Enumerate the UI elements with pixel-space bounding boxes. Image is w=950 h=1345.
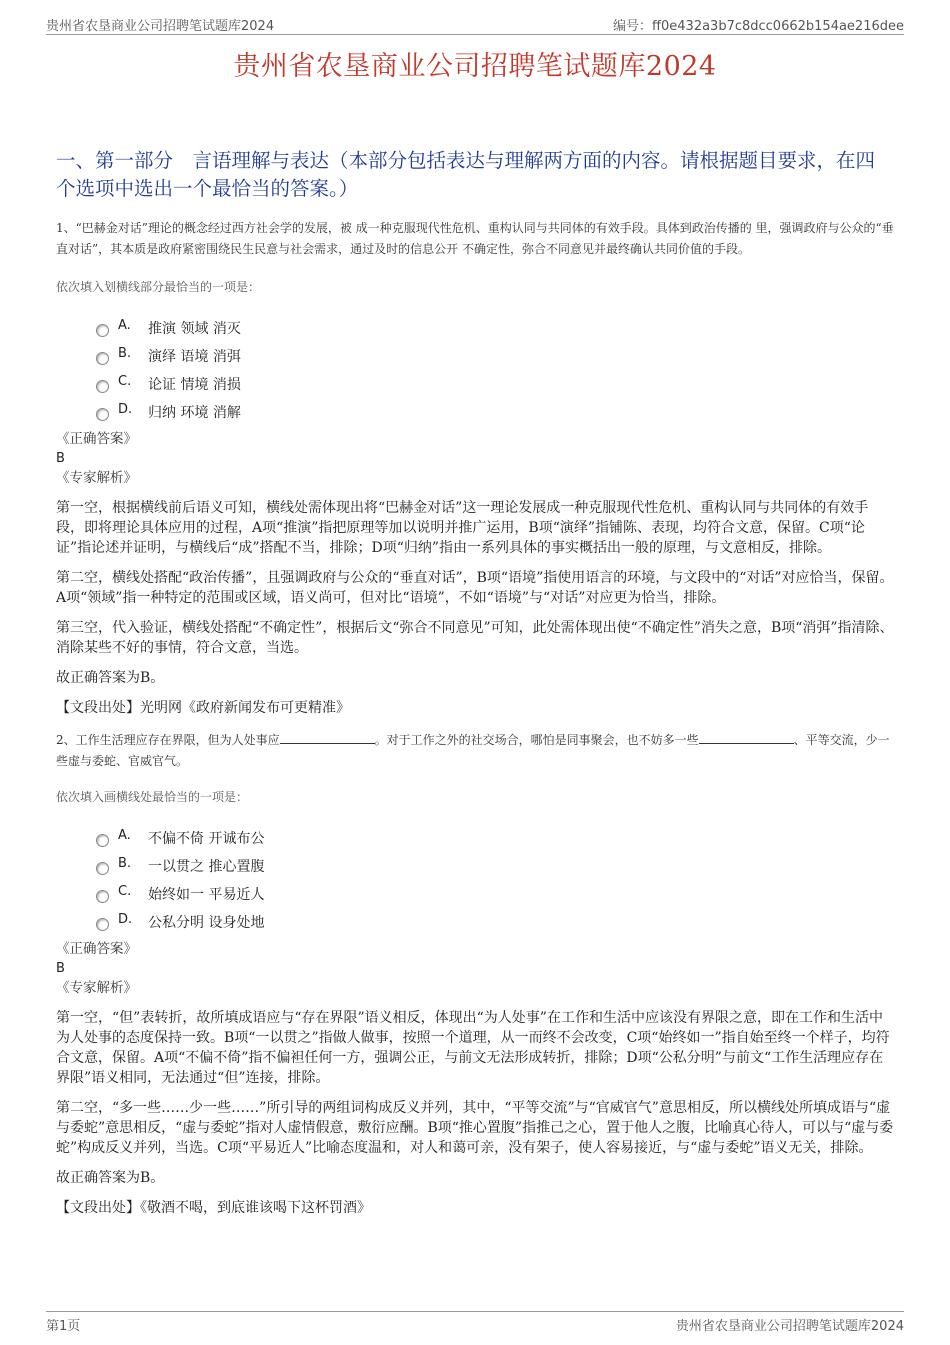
radio-button[interactable] [96, 862, 109, 875]
radio-button[interactable] [96, 408, 109, 421]
option-b[interactable] [56, 853, 894, 881]
option-b[interactable] [56, 343, 894, 371]
radio-button[interactable] [96, 834, 109, 847]
option-letter: A. [118, 318, 131, 333]
analysis-label: 《专家解析》 [56, 980, 137, 996]
analysis-paragraph: 第一空，根据横线前后语义可知，横线处需体现出将“巴赫金对话”这一理论发展成一种克服现代性危机、重构认同与共同体的有效手段，即将理论具体应用的过程，A项“推演”指把原理等加以说明并推广运用，B项“演绎”指铺陈、表现，均符合文意，保留。C项“论证”指论述并证明，与横线后“成”搭配不当，排除；D项“归纳”指由一系列具体的事实概括出一般的原理，与文意相反，排除。 [56, 500, 869, 556]
option-list [56, 315, 894, 427]
question-list [56, 218, 894, 1218]
analysis-paragraph: 第二空，“多一些……少一些……”所引导的两组词构成反义并列，其中，“平等交流”与“官威官气”意思相反，所以横线处所填成语与“虚与委蛇”意思相反，“虚与委蛇”指对人虚情假意，敷衍应酬。B项“推心置腹”指推己之心，置于他人之腹，比喻真心待人，可以与“虚与委蛇”构成反义并列，当选。C项“平易近人”比喻态度温和，对人和蔼可亲，没有架子，使人容易接近，与“虚与委蛇”语义无关，排除。 [56, 1100, 894, 1156]
header-document-id: 编号：ff0e432a3b7c8dcc0662b154ae216dee [613, 19, 904, 34]
analysis-conclusion: 故正确答案为B。 [56, 670, 165, 686]
question-2 [56, 730, 894, 1218]
option-a[interactable] [56, 825, 894, 853]
option-a[interactable] [56, 315, 894, 343]
stem-part: 。对于工作之外的社交场合，哪怕是同事聚会，也不妨多一些 [374, 733, 699, 747]
option-text: 始终如一 平易近人 [148, 887, 265, 903]
radio-button[interactable] [96, 890, 109, 903]
document-title: 贵州省农垦商业公司招聘笔试题库2024 [233, 51, 717, 82]
source-citation: 【文段出处】光明网《政府新闻发布可更精准》 [56, 700, 350, 716]
option-d[interactable] [56, 909, 894, 937]
option-letter: D. [118, 912, 133, 927]
page-number: 第1页 [46, 1319, 81, 1334]
fill-blank [699, 743, 794, 744]
option-text: 不偏不倚 开诚布公 [148, 831, 265, 847]
option-list [56, 825, 894, 937]
option-text: 公私分明 设身处地 [148, 915, 265, 931]
radio-button[interactable] [96, 352, 109, 365]
analysis-paragraph: 第三空，代入验证，横线处搭配“不确定性”，根据后文“弥合不同意见”可知，此处需体现出使“不确定性”消失之意，B项“消弭”指清除、消除某些不好的事情，符合文意，当选。 [56, 620, 894, 656]
radio-button[interactable] [96, 918, 109, 931]
source-citation: 【文段出处】《敬酒不喝，到底谁该喝下这杯罚酒》 [56, 1200, 371, 1216]
option-text: 归纳 环境 消解 [148, 405, 241, 421]
question-prompt: 依次填入划横线部分最恰当的一项是： [56, 280, 261, 294]
option-letter: C. [118, 374, 132, 389]
option-text: 一以贯之 推心置腹 [148, 859, 265, 875]
stem-part: 、平等交流，少一些虚与委蛇、官威官气。 [56, 733, 890, 768]
question-stem [56, 730, 894, 772]
question-1 [56, 218, 894, 718]
stem-part: 2、工作生活理应存在界限，但为人处事应 [56, 733, 280, 747]
option-letter: B. [118, 856, 132, 871]
section-title: 一、第一部分 言语理解与表达（本部分包括表达与理解两方面的内容。请根据题目要求，在四个选项中选出一个最恰当的答案。） [56, 149, 876, 200]
option-letter: C. [118, 884, 132, 899]
option-text: 推演 领域 消灭 [148, 321, 241, 337]
answer-label: 《正确答案》 [56, 431, 137, 447]
analysis-paragraph: 第一空，“但”表转折，故所填成语应与“存在界限”语义相反，体现出“为人处事”在工作和生活中应该没有界限之意，即在工作和生活中为人处事的态度保持一致。B项“一以贯之”指做人做事，按照一个道理，从一而终不会改变，C项“始终如一”指自始至终一个样子，均符合文意，保留。A项“不偏不倚”指不偏袒任何一方，强调公正，与前文无法形成转折，排除；D项“公私分明”与前文“工作生活理应存在界限”语义相同，无法通过“但”连接，排除。 [56, 1010, 890, 1086]
fill-blank [280, 743, 375, 744]
radio-button[interactable] [96, 380, 109, 393]
option-text: 论证 情境 消损 [148, 377, 241, 393]
option-d[interactable] [56, 399, 894, 427]
answer-value: B [56, 451, 65, 466]
footer-title: 贵州省农垦商业公司招聘笔试题库2024 [675, 1319, 904, 1334]
answer-label: 《正确答案》 [56, 941, 137, 957]
analysis-conclusion: 故正确答案为B。 [56, 1170, 165, 1186]
option-letter: A. [118, 828, 131, 843]
analysis-label: 《专家解析》 [56, 470, 137, 486]
analysis-paragraph: 第二空，横线处搭配“政治传播”，且强调政府与公众的“垂直对话”，B项“语境”指使用语言的环境，与文段中的“对话”对应恰当，保留。A项“领域”指一种特定的范围或区域，语义尚可，但对比“语境”，不如“语境”与“对话”对应更为恰当，排除。 [56, 570, 894, 606]
option-c[interactable] [56, 881, 894, 909]
option-c[interactable] [56, 371, 894, 399]
answer-value: B [56, 961, 65, 976]
question-prompt: 依次填入画横线处最恰当的一项是： [56, 790, 249, 804]
radio-button[interactable] [96, 324, 109, 337]
page-footer [46, 1311, 904, 1334]
question-stem: 1、“巴赫金对话”理论的概念经过西方社会学的发展，被 成一种克服现代性危机、重构认同与共同体的有效手段。具体到政治传播的 里，强调政府与公众的“垂直对话”，其本质是政府紧密围绕民生民意与社会需求，通过及时的信息公开 不确定性，弥合不同意见并最终确认共同价值的手段。 [56, 221, 894, 256]
page-header [46, 12, 904, 35]
option-letter: B. [118, 346, 132, 361]
option-text: 演绎 语境 消弭 [148, 349, 241, 365]
option-letter: D. [118, 402, 133, 417]
header-left-text: 贵州省农垦商业公司招聘笔试题库2024 [46, 19, 275, 34]
